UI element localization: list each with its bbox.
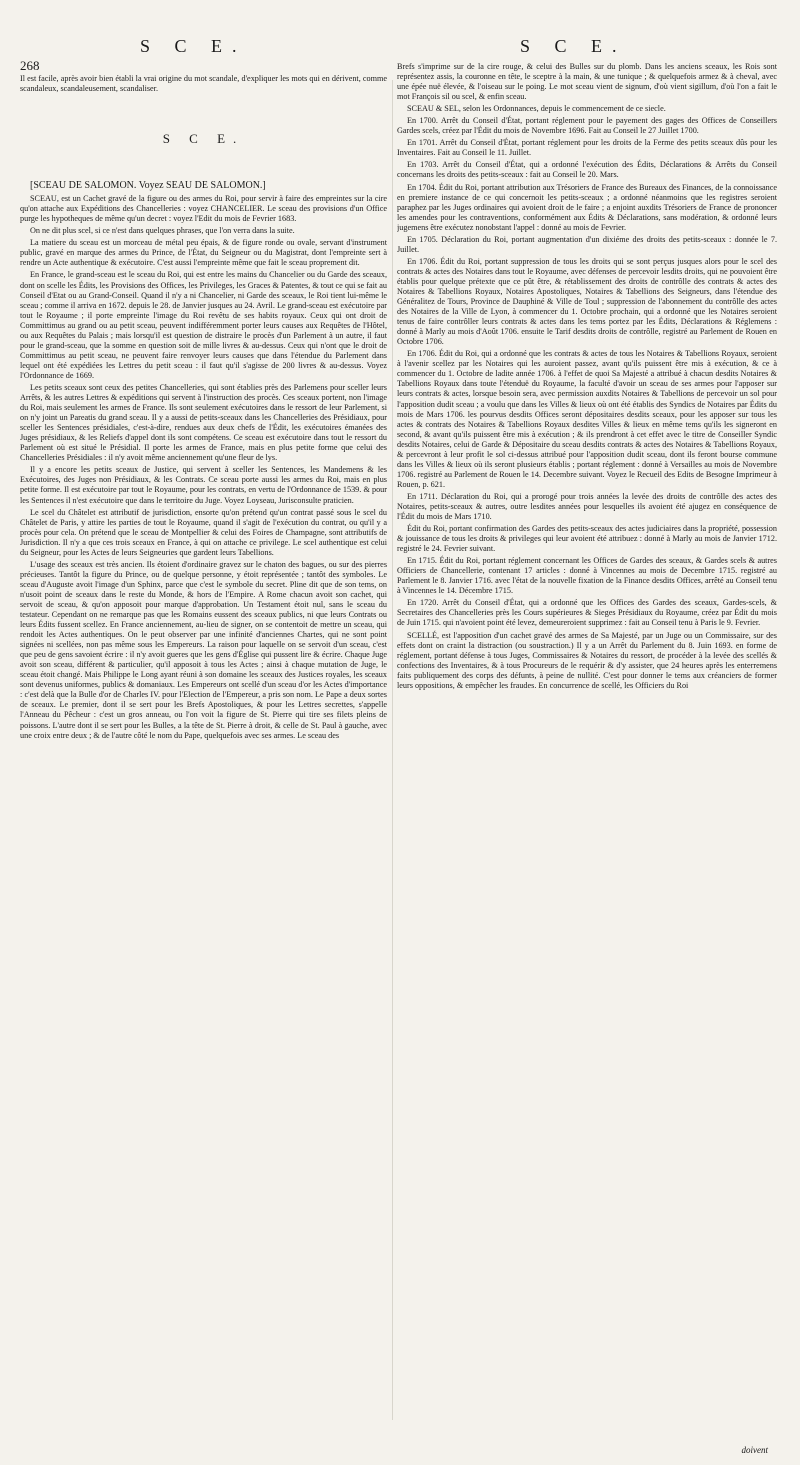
left-paragraph: Les petits sceaux sont ceux des petites Chancelleries, qui sont établies près des Parlemens pour sceller leurs Arrêts, & les autres Lettres & expéditions qui servent à l'instruction des procès. Ces sceaux portent, non l'image du Roi, mais seulement les armes de France. Ils sont seulement exécutoires dans le ressort de leur Parlement, si on n'y joint un Pareatis du grand sceau. Il y a aussi de petits-sceaux dans les Chancelleries des Présidiaux, pour sceller les Sentences présidiales, c'est-à-dire, rendues aux deux chefs de l'Édit, les exécutoires émanées des Juges présidiaux, & les Reliefs d'appel dont ils sont compétens. Ce sceau est exécutoire dans tout le ressort du Parlement où est situé le Présidial. Il porte les armes de France, mais en plus petite forme que celui des Chancelleries Présidiales : il n'y avoit même anciennement qu'une fleur de lys. bbox=[20, 382, 387, 463]
running-head-left: S C E. bbox=[140, 36, 247, 56]
entry-title: [SCEAU DE SALOMON. Voyez SEAU DE SALOMON.] bbox=[30, 180, 266, 192]
right-paragraph: Édit du Roi, portant confirmation des Gardes des petits-sceaux des actes judiciaires dans la propriété, possession & jouissance de tous les droits & privileges qui leur avoient été attribuez : donné à Marly au mois de Janvier 1712. registré le 24. Fevrier suivant. bbox=[397, 524, 777, 554]
right-paragraph: En 1706. Édit du Roi, qui a ordonné que les contrats & actes de tous les Notaires & Tabellions Royaux, seroient à l'avenir scellez par les Notaires qui les auroient passez, avant qu'ils puissent être mis à exécution, & ce à commencer du 1. Octobre de ladite année 1706. à l'effet de quoi Sa Majesté a attribué à chacun desdits Notaires & Tabellions Royaux dans toute l'étenduë du Royaume, la faculté d'avoir un sceau de ses armes pour l'apposer sur leurs contrats & actes, lorsque besoin sera, avec permission auxdits Notaires & Tabellions de percevoir un sol pour l'apposition dudit sceau ; a voulu que dans les Villes & lieux où ont été établis des Syndics de Notaires par Édits du mois de Mars 1706. les pourvus desdits Offices seront dépositaires desdits sceaux, pour les apposer sur tous les actes & contrats des Notaires & Tabellions Royaux desdites Villes & lieux en même tems qu'ils les signeront en second, & avant qu'ils puissent être mis à exécution ; & ils prendront à cet effet avec le titre de Conseiller Syndic desdits Notaires, celui de Garde & Dépositaire du sceau desdits contrats & actes des Notaires & Tabellions Royaux, & percevront à leur profit le sol ci-dessus attribué pour l'apposition dudit sceau, dont ils feront bourse commune dans les Villes & lieux où ils seront plusieurs établis ; portant réglement : donné à Versailles au mois de Novembre 1706. registré au Parlement de Rouen le 14. Decembre suivant. Voyez le Recueil des Edits de Besogne Imprimeur à Rouen, p. 621. bbox=[397, 349, 777, 489]
left-paragraph: On ne dit plus scel, si ce n'est dans quelques phrases, que l'on verra dans la suite. bbox=[30, 226, 295, 236]
left-paragraph: L'usage des sceaux est très ancien. Ils étoient d'ordinaire gravez sur le chaton des bagues, ou sur des pierres précieuses. Tantôt la figure du Prince, ou de quelque personne, y étoit représentée ; tantôt des symboles. Le sceau d'Auguste avoit l'image d'un Sphinx, parce que c'est le symbole du secret. Pline dit que de son tems, on n'usoit point de sceaux dans le reste du Monde, & hors de l'Empire. A Rome chacun avoit son cachet, qui servoit de sceau, & qu'on apposoit pour marque d'approbation. Un Testament étoit nul, sans le sceau du testateur. Cependant on ne remarque pas que les Romains eussent des sceaux publics, ni que leurs Contrats ou leurs Édits fussent scellez. En France anciennement, au-lieu de signer, on se contentoit de mettre un sceau, qui rendoit les Actes authentiques. On le peut observer par une infinité d'anciennes Chartes, qui ne sont point signées ni scellées, non pas même sous les Empereurs. La raison pour laquelle on se servoit d'un sceau, c'est que peu de gens savoient écrire : il n'y avoit gueres que les gens d'Église qui pussent lire & écrire. Chaque Juge avoit son sceau, différent & particulier, qu'il apposoit à tous les Actes ; ainsi à chaque mutation de Juge, le sceau étoit changé. Mais Philippe le Long ayant réuni à son domaine les sceaux des Justices royales, les sceaux sont devenus uniformes, publics & domaniaux. Les Empereurs ont scellé d'un sceau d'or les Actes d'importance : c'est delà que la Bulle d'or de Charles IV. pour l'Election de l'Empereur, a pris son nom. Le Pape a deux sortes de sceaux. Le premier, dont il se sert pour les Brefs Apostoliques, & pour les Lettres secrettes, s'appelle l'Anneau du Pêcheur : c'est un gros anneau, ou l'on voit la figure de St. Pierre qui tire ses filets pleins de poissons. L'autre dont il se sert pour les Bulles, a la tête de St. Pierre à droit, & celle de St. Paul à gauche, avec une croix entre deux ; & de l'autre côté le nom du Pape, quelquefois avec ses armes. Le sceau des bbox=[20, 559, 387, 740]
page-number: 268 bbox=[20, 58, 40, 73]
left-paragraph: En France, le grand-sceau est le sceau du Roi, qui est entre les mains du Chancelier ou du Garde des sceaux, dont on scelle les Édits, les Provisions des Offices, les Privileges, les Graces & Patentes, & tout ce qui se fait au Conseil d'Etat ou au Grand-Conseil. Quand il n'y a ni Chancelier, ni Garde des sceaux, le Roi tient lui-même le sceau ; comme il arriva en 1672. depuis le 28. de Janvier jusques au 24. Avril. Le grand-sceau est exécutoire par tout le Royaume ; il porte empreinte l'image du Roi revêtu de ses habits royaux. Ceux qui ont droit de Committimus au grand ou au petit sceau, peuvent indifféremment porter leurs causes aux Requêtes de l'Hôtel, ou aux Requêtes du Palais ; mais lorsqu'il est question de distraire le procès d'un Parlement à un autre, il faut pour le grand-sceau, que la somme en question soit de mille livres & au-dessus. Ceux qui n'ont que le droit de Committimus au petit sceau, ne peuvent faire renvoyer leurs causes que dans l'étendue du Parlement dans lequel ont été expédiées les Lettres du petit sceau : il faut qu'il s'agisse de 200 livres & au-dessus. Voyez l'Ordonnance de 1669. bbox=[20, 270, 387, 380]
right-paragraph: En 1703. Arrêt du Conseil d'État, qui a ordonné l'exécution des Édits, Déclarations & Arrêts du Conseil concernans les droits des petits-sceaux : fait au Conseil le 20. Mars. bbox=[397, 160, 777, 180]
right-paragraph: En 1715. Édit du Roi, portant réglement concernant les Offices de Gardes des sceaux, & Gardes scels & autres Officiers de Chancellerie, contenant 17 articles : donné à Vincennes au mois de Decembre 1715. registré au Parlement le 8. Janvier 1716. avec l'état de la nouvelle fixation de la Finance desdits Offices, arrêté au Conseil tenu à Vincennes le 14. Décembre 1715. bbox=[397, 556, 777, 596]
column-gutter bbox=[392, 80, 393, 1420]
running-head-right: S C E. bbox=[520, 36, 627, 56]
right-paragraph: En 1701. Arrêt du Conseil d'État, portant réglement pour les droits de la Ferme des petits sceaux dûs pour les Inventaires. Fait au Conseil le 11. Juillet. bbox=[397, 138, 777, 158]
catchword: doivent bbox=[741, 1445, 768, 1455]
right-paragraph: Brefs s'imprime sur de la cire rouge, & celui des Bulles sur du plomb. Dans les anciens sceaux, les Rois sont représentez assis, la couronne en tête, le sceptre à la main, & une tunique ; & quelquefois armez & à cheval, avec une épée nuë élevée, & l'oiseau sur le poing. Le mot sceau vient de signum, d'où vient sigillum, d'où l'on a fait le mot François sil ou scel, & enfin sceau. bbox=[397, 62, 777, 102]
left-paragraph: La matiere du sceau est un morceau de métal peu épais, & de figure ronde ou ovale, servant d'instrument public, gravé en marque des armes du Prince, de l'État, du Seigneur ou du Magistrat, dont l'empreinte sert à rendre un Acte authentique & exécutoire. C'est aussi l'empreinte même que fait le sceau proprement dit. bbox=[20, 238, 387, 268]
right-paragraph: En 1706. Édit du Roi, portant suppression de tous les droits qui se sont perçus jusques alors pour le scel des contrats & actes des Notaires dans tout le Royaume, avec défenses de percevoir lesdits droits, qui ne pouvoient être établis pour quelque prétexte que ce pût être, & rétablissement des droits de contrôlle des contrats & actes des Notaires & Tabellions Royaux, Notaires Apostoliques, Notaires & Tabellions des Seigneurs, dans l'étendue des Généralitez de Tours, Province de Dauphiné & Ville de Toul ; suppression de l'abonnement du contrôlle des actes des Notaires de la Ville de Lyon, à commencer du 1. Octobre prochain, qui a ordonné que les Notaires seroient tenus de faire contrôller leurs contrats & actes dans les tems portez par les Édits, Déclarations & Réglemens : donné à Marly au mois d'Août 1706. ensuite le Tarif desdits droits de contrôlle, registré au Parlement de Rouen en Octobre 1706. bbox=[397, 256, 777, 347]
left-paragraph: SCEAU, est un Cachet gravé de la figure ou des armes du Roi, pour servir à faire des empreintes sur la cire qu'on attache aux Expéditions des Chancelleries : voyez CHANCELIER. Le sceau des provisions d'un Office purge les hypotheques de même qu'un decret : voyez l'Edit du mois de Fevrier 1683. bbox=[20, 194, 387, 224]
right-paragraph: En 1700. Arrêt du Conseil d'État, portant réglement pour le payement des gages des Offices de Conseillers Gardes scels, créez par l'Édit du mois de Novembre 1696. Fait au Conseil le 27 Juillet 1700. bbox=[397, 116, 777, 136]
left-paragraph: Il y a encore les petits sceaux de Justice, qui servent à sceller les Sentences, les Mandemens & les Exécutoires, des Juges non Présidiaux, & les Contrats. Ce sceau porte aussi les armes du Roi, mais en plus petite forme. Il est exécutoire par tout le Royaume, pour les contrats, en vertu de l'Ordonnance de 1539. & pour les Sentences il n'est exécutoire que dans le territoire du Juge. Voyez Loyseau, Jurisconsulte praticien. bbox=[20, 465, 387, 505]
right-column bbox=[397, 62, 777, 1432]
right-paragraph: SCELLÉ, est l'apposition d'un cachet gravé des armes de Sa Majesté, par un Juge ou un Commissaire, sur des effets dont on craint la distraction (ou soustraction.) Il y a un Arrêt du Parlement du 8. Juin 1693. en forme de réglement, portant défense à tous Juges, Commissaires & Notaires du ressort, de procéder à la levée des scellés & confections des Inventaires, & à tous Procureurs de le requérir & d'y assister, que 24 heures après les enterremens faits publiquement des corps des défunts, à peine de nullité. C'est pour donner le tems aux créanciers de former leurs oppositions, & empêcher les fraudes. En concurrence de scellé, les Officiers du Roi bbox=[397, 630, 777, 690]
right-paragraph: SCEAU & SEL, selon les Ordonnances, depuis le commencement de ce siecle. bbox=[407, 104, 666, 114]
left-paragraph: Le scel du Châtelet est attributif de jurisdiction, ensorte qu'on prétend qu'un contrat passé sous le scel du Châtelet de Paris, y attire les parties de tout le Royaume, quand il s'agit de l'exécution du contrat, ou qu'il y a procès pour cela. On prétend que le sceau de Montpellier & celui des Foires de Champagne, sont attributifs de Jurisdiction. Il n'y a que ces trois sceaux en France, à qui on attache ce privilege. Le scel authentique est celui du Seigneur, pour les Actes de leurs Seigneuries que gardent leurs Tabellions. bbox=[20, 507, 387, 557]
right-paragraph: En 1704. Édit du Roi, portant attribution aux Trésoriers de France des Bureaux des Finances, de la connoissance en premiere instance de ce qui concernoit les petits-sceaux ; a ordonné néanmoins que les registres seroient paraphez par les Juges ordinaires qui avoient droit de le faire ; a enjoint auxdits Trésoriers de France de prononcer les amendes pour les contraventions, conformément aux Édits & Déclarations, sans modération, & ordonné leurs jugemens être exécutez nonobstant l'appel : donné au mois de Fevrier. bbox=[397, 182, 777, 232]
right-paragraph: En 1705. Déclaration du Roi, portant augmentation d'un dixiéme des droits des petits-sceaux : donnée le 7. Juillet. bbox=[397, 234, 777, 254]
right-paragraph: En 1711. Déclaration du Roi, qui a prorogé pour trois années la levée des droits de contrôlle des actes des Notaires, petits-sceaux & autres, outre lesdites années pour lesquelles ils avoient été ajugez en conséquence de l'Édit du mois de Mars 1710. bbox=[397, 491, 777, 522]
left-column bbox=[20, 62, 387, 1452]
section-heading: S C E. bbox=[162, 131, 245, 147]
intro-paragraph: Il est facile, après avoir bien établi la vrai origine du mot scandale, d'expliquer les mots qui en dérivent, comme scandaleux, scandaleusement, scandaliser. bbox=[20, 74, 387, 94]
right-paragraph: En 1720. Arrêt du Conseil d'État, qui a ordonné que les Offices des Gardes des sceaux, Gardes-scels, & Secretaires des Chancelleries près les Cours supérieures & Sieges Présidiaux du Royaume, créez par Édit du mois de Juin 1715. qui n'avoient point été levez, demeureroient supprimez : fait au Conseil tenu à Paris le 9. Fevrier. bbox=[397, 598, 777, 628]
